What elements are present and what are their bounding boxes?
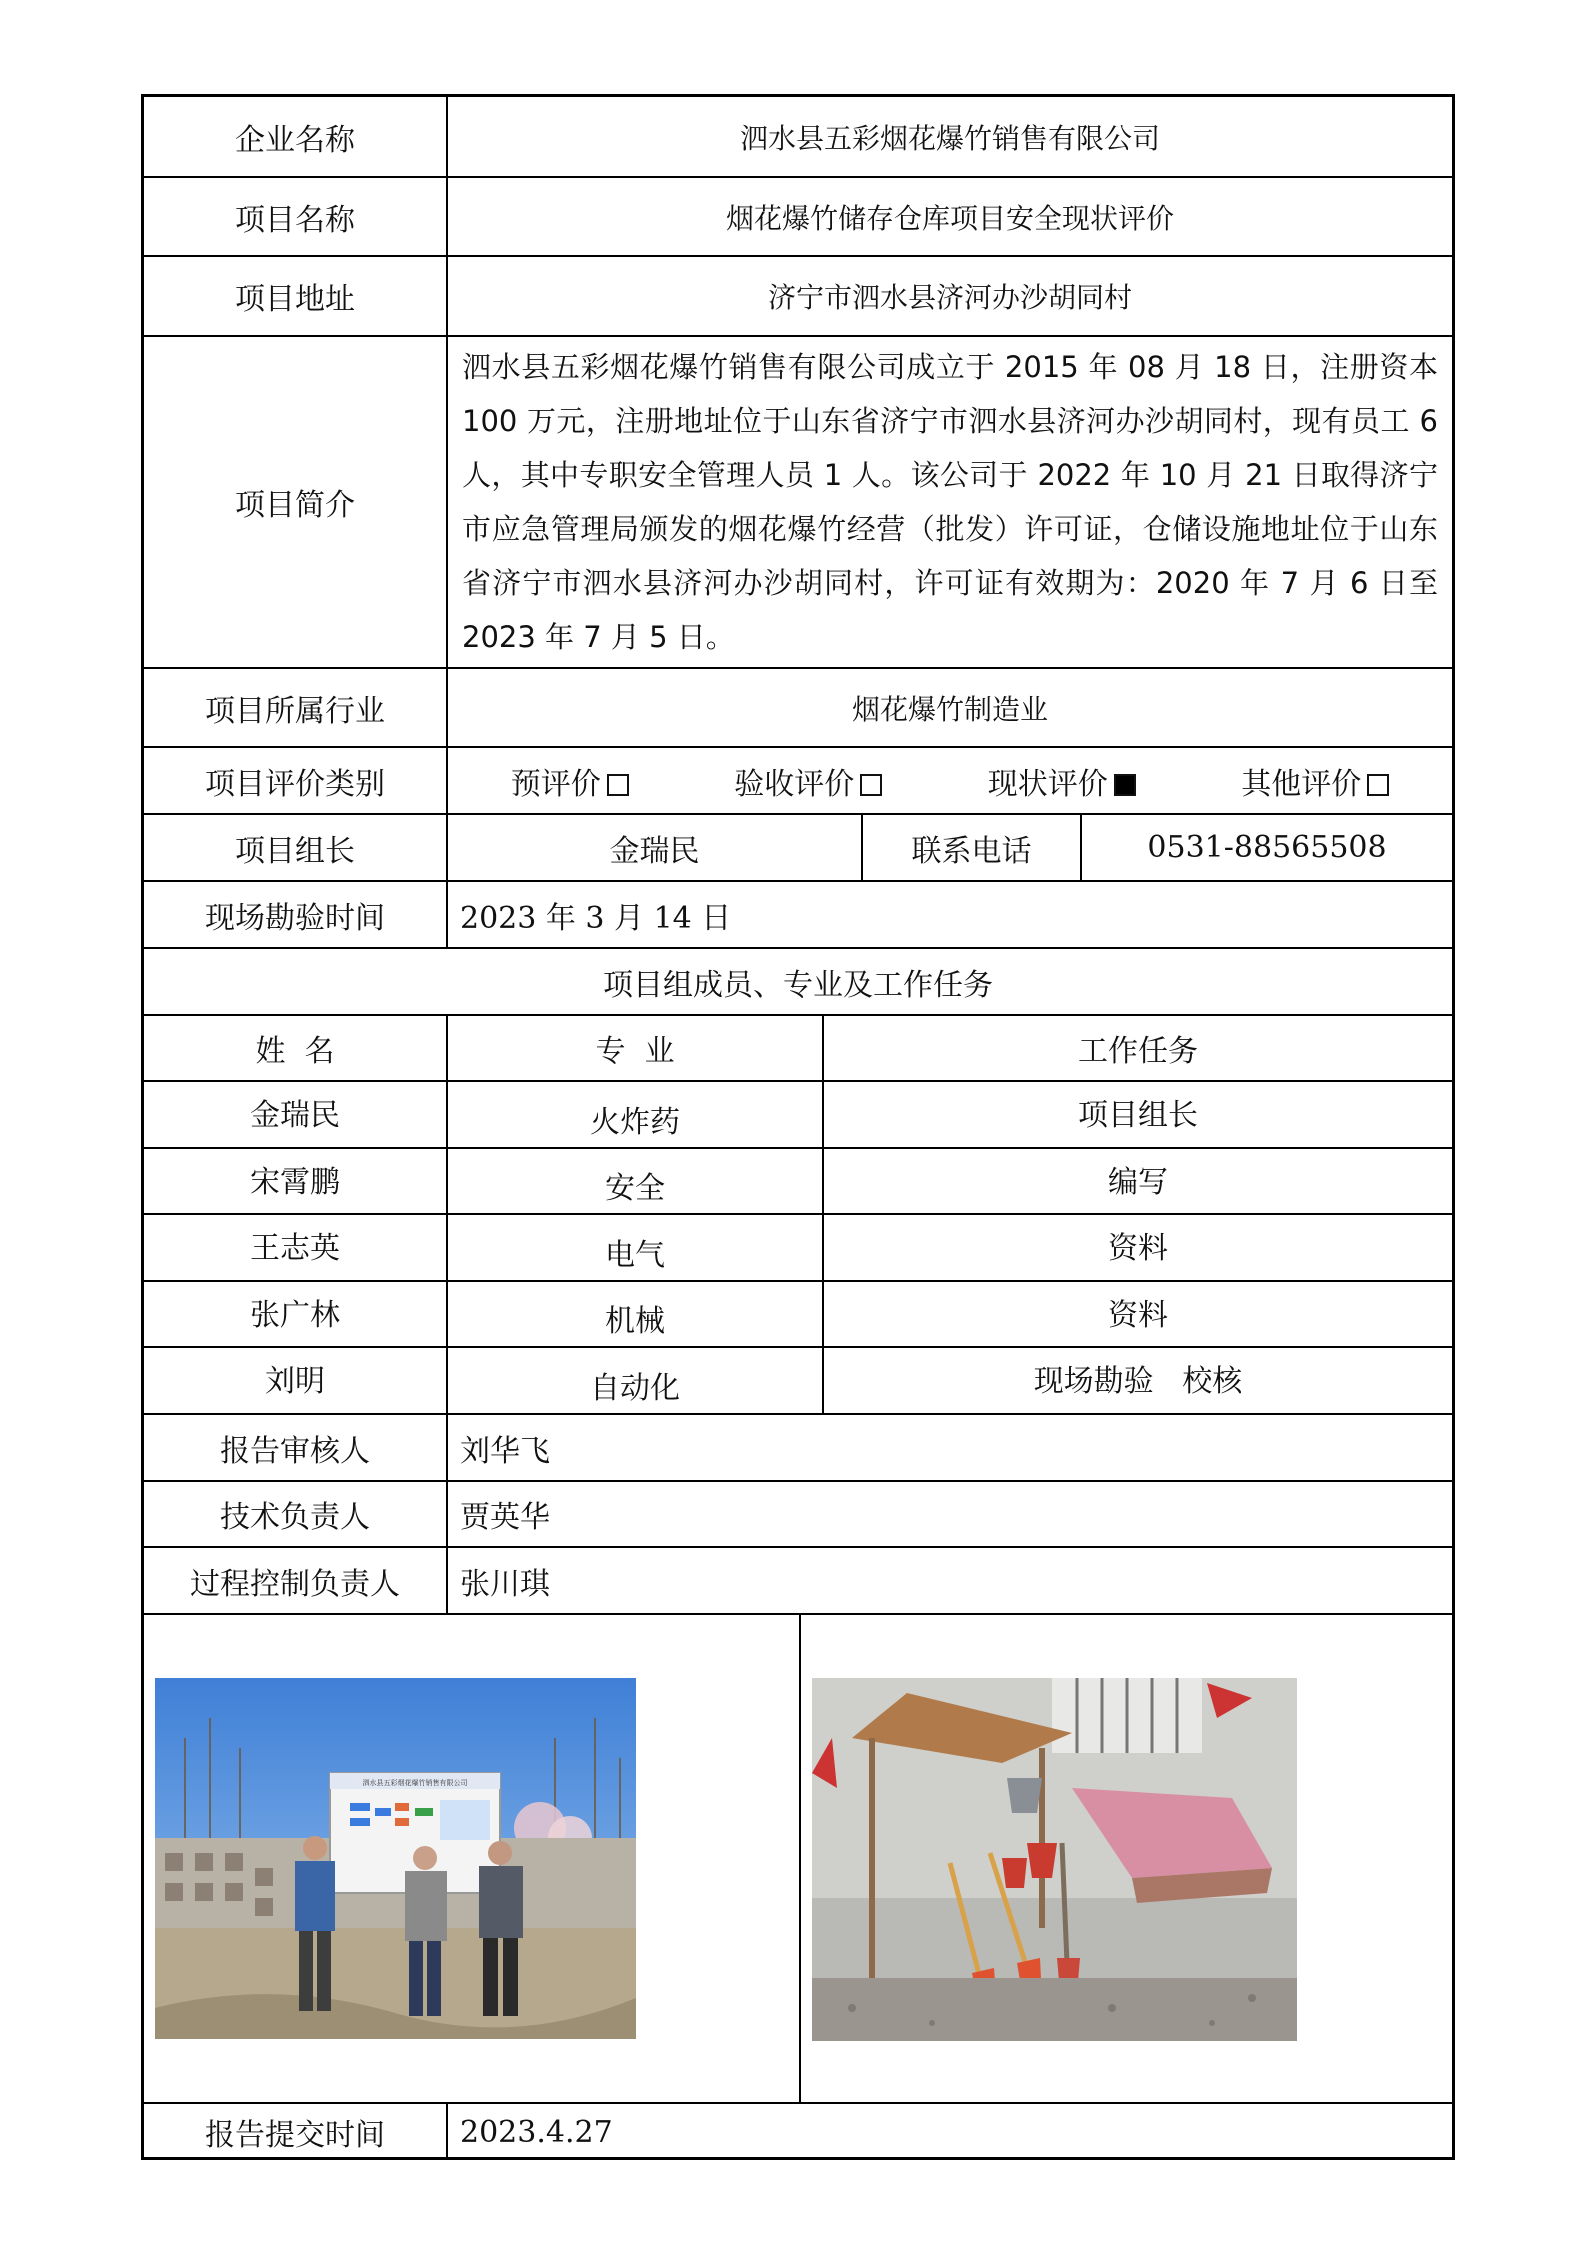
member-task: 资料 bbox=[1108, 1231, 1168, 1266]
team-member-row bbox=[144, 1215, 1452, 1282]
option-status-eval-text: 现状评价 bbox=[987, 766, 1108, 802]
checkbox-status-eval[interactable] bbox=[1114, 774, 1136, 796]
team-title: 项目组成员、专业及工作任务 bbox=[603, 967, 993, 1003]
row-category bbox=[144, 748, 1452, 815]
process-label: 过程控制负责人 bbox=[144, 1548, 448, 1613]
row-industry bbox=[144, 669, 1452, 748]
member-major: 机械 bbox=[448, 1282, 824, 1346]
row-intro bbox=[144, 337, 1452, 669]
evaluation-form bbox=[141, 94, 1455, 2160]
project-label: 项目名称 bbox=[144, 178, 448, 255]
row-project bbox=[144, 178, 1452, 257]
row-submit bbox=[144, 2104, 1452, 2160]
team-member-row bbox=[144, 1348, 1452, 1415]
member-major: 火炸药 bbox=[448, 1082, 824, 1147]
address-label: 项目地址 bbox=[144, 257, 448, 335]
intro-label: 项目简介 bbox=[144, 337, 448, 667]
phone-label: 联系电话 bbox=[863, 815, 1082, 880]
row-leader bbox=[144, 815, 1452, 882]
leader-value: 金瑞民 bbox=[448, 815, 863, 880]
category-options bbox=[448, 748, 1452, 813]
member-name: 王志英 bbox=[144, 1215, 448, 1280]
member-task: 编写 bbox=[1108, 1165, 1168, 1200]
tech-label: 技术负责人 bbox=[144, 1482, 448, 1546]
option-acceptance-eval[interactable] bbox=[734, 759, 882, 803]
header-major: 专 业 bbox=[448, 1016, 824, 1080]
photo-cell-left bbox=[144, 1615, 801, 2102]
option-pre-eval[interactable] bbox=[511, 759, 629, 803]
team-member-row bbox=[144, 1149, 1452, 1215]
option-status-eval[interactable] bbox=[988, 759, 1136, 803]
team-header-row bbox=[144, 1016, 1452, 1082]
row-survey bbox=[144, 882, 1452, 949]
row-company bbox=[144, 97, 1452, 178]
company-value: 泗水县五彩烟花爆竹销售有限公司 bbox=[739, 121, 1160, 155]
option-other-eval[interactable] bbox=[1241, 759, 1389, 803]
member-name: 张广林 bbox=[144, 1282, 448, 1346]
option-acceptance-eval-text: 验收评价 bbox=[734, 766, 855, 802]
member-task: 项目组长 bbox=[1078, 1098, 1198, 1133]
company-label: 企业名称 bbox=[144, 97, 448, 176]
industry-label: 项目所属行业 bbox=[144, 669, 448, 746]
industry-value: 烟花爆竹制造业 bbox=[851, 692, 1048, 726]
row-address bbox=[144, 257, 1452, 337]
member-name: 金瑞民 bbox=[144, 1082, 448, 1147]
team-member-row bbox=[144, 1082, 1452, 1149]
survey-value: 2023 年 3 月 14 日 bbox=[460, 900, 732, 936]
sign-board-text: 泗水县五彩烟花爆竹销售有限公司 bbox=[362, 1779, 468, 1787]
category-label: 项目评价类别 bbox=[144, 748, 448, 813]
member-name: 刘明 bbox=[144, 1348, 448, 1413]
member-task: 资料 bbox=[1108, 1298, 1168, 1333]
row-tech bbox=[144, 1482, 1452, 1548]
member-task: 现场勘验 校核 bbox=[1033, 1364, 1243, 1399]
submit-label: 报告提交时间 bbox=[144, 2104, 448, 2160]
member-major: 自动化 bbox=[448, 1348, 824, 1413]
site-team-photo bbox=[155, 1678, 636, 2039]
row-reviewer bbox=[144, 1415, 1452, 1482]
row-photos bbox=[144, 1615, 1452, 2104]
reviewer-value: 刘华飞 bbox=[460, 1433, 550, 1469]
checkbox-other-eval[interactable] bbox=[1367, 774, 1389, 796]
team-member-row bbox=[144, 1282, 1452, 1348]
submit-value: 2023.4.27 bbox=[460, 2114, 613, 2150]
checkbox-pre-eval[interactable] bbox=[607, 774, 629, 796]
tech-value: 贾英华 bbox=[460, 1500, 550, 1535]
leader-label: 项目组长 bbox=[144, 815, 448, 880]
intro-text: 泗水县五彩烟花爆竹销售有限公司成立于 2015 年 08 月 18 日，注册资本 100 万元，注册地址位于山东省济宁市泗水县济河办沙胡同村，现有员工 6 人，其中专职安全管理人员 1 人。该公司于 2022 年 10 月 21 日取得济宁市应急管理局颁发的烟花爆竹经营（批发）许可证，仓储设施地址位于山东省济宁市泗水县济河办沙胡同村，许可证有效期为：2020 年 7 月 6 日至 2023 年 7 月 5 日。 bbox=[462, 350, 1438, 654]
process-value: 张川琪 bbox=[460, 1566, 550, 1602]
address-value: 济宁市泗水县济河办沙胡同村 bbox=[767, 281, 1132, 314]
option-pre-eval-text: 预评价 bbox=[510, 766, 601, 802]
checkbox-acceptance-eval[interactable] bbox=[860, 774, 882, 796]
project-value: 烟花爆竹储存仓库项目安全现状评价 bbox=[725, 201, 1174, 235]
option-other-eval-text: 其他评价 bbox=[1241, 766, 1362, 802]
header-task: 工作任务 bbox=[1078, 1034, 1198, 1069]
reviewer-label: 报告审核人 bbox=[144, 1415, 448, 1480]
survey-label: 现场勘验时间 bbox=[144, 882, 448, 947]
header-name: 姓 名 bbox=[144, 1016, 448, 1080]
row-team-title bbox=[144, 949, 1452, 1016]
member-major: 安全 bbox=[448, 1149, 824, 1213]
member-name: 宋霄鹏 bbox=[144, 1149, 448, 1213]
row-process bbox=[144, 1548, 1452, 1615]
phone-value: 0531-88565508 bbox=[1147, 830, 1387, 865]
fire-equipment-photo bbox=[812, 1678, 1297, 2041]
photo-cell-right bbox=[801, 1615, 1452, 2102]
member-major: 电气 bbox=[448, 1215, 824, 1280]
